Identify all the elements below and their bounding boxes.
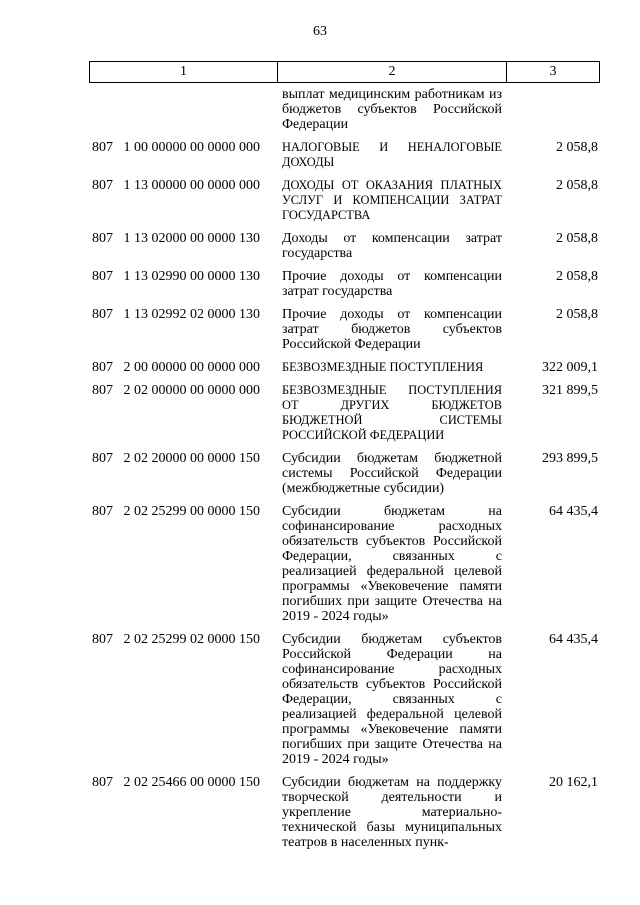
table-row	[0, 269, 640, 299]
row-amount: 321 899,5	[542, 383, 598, 398]
row-amount: 20 162,1	[549, 775, 598, 790]
column-header-3: 3	[549, 64, 557, 79]
table-row	[0, 178, 640, 223]
table-row	[0, 307, 640, 352]
row-amount: 64 435,4	[549, 632, 598, 647]
row-description: БЕЗВОЗМЕЗДНЫЕ ПОСТУПЛЕНИЯ ОТ ДРУГИХ БЮДЖЕТОВ БЮДЖЕТНОЙ СИСТЕМЫ РОССИЙСКОЙ ФЕДЕРАЦИИ	[282, 383, 502, 442]
table-row	[0, 504, 640, 624]
row-description: Субсидии бюджетам субъектов Российской Федерации на софинансирование расходных обязательств субъектов Российской Федерации, связанных с реализацией федеральной целевой программы «Увековечение памяти погибших при защите Отечества на 2019 - 2024 годы»	[282, 632, 502, 767]
row-code: 807 2 02 25299 02 0000 150	[92, 632, 260, 647]
row-amount: 2 058,8	[556, 231, 598, 246]
table-row	[0, 87, 640, 132]
column-header-1: 1	[90, 62, 278, 82]
row-amount: 2 058,8	[556, 269, 598, 284]
table-body	[0, 87, 640, 858]
row-code: 807 2 02 20000 00 0000 150	[92, 451, 260, 466]
row-amount: 2 058,8	[556, 307, 598, 322]
table-row	[0, 775, 640, 850]
row-description: Доходы от компенсации затрат государства	[282, 231, 502, 261]
row-code: 807 2 00 00000 00 0000 000	[92, 360, 260, 375]
table-row	[0, 383, 640, 443]
column-header-2: 2	[278, 62, 507, 82]
table-row	[0, 632, 640, 767]
row-code: 807 1 13 00000 00 0000 000	[92, 178, 260, 193]
row-code: 807 1 13 02992 02 0000 130	[92, 307, 260, 322]
row-code: 807 1 13 02000 00 0000 130	[92, 231, 260, 246]
row-amount: 293 899,5	[542, 451, 598, 466]
row-description: Субсидии бюджетам бюджетной системы Российской Федерации (межбюджетные субсидии)	[282, 451, 502, 496]
row-amount: 322 009,1	[542, 360, 598, 375]
row-description: Субсидии бюджетам на поддержку творческой деятельности и укрепление материально-технической базы муниципальных театров в населенных пунк-	[282, 775, 502, 850]
page-number: 63	[313, 24, 327, 39]
row-code: 807 1 00 00000 00 0000 000	[92, 140, 260, 155]
row-description: БЕЗВОЗМЕЗДНЫЕ ПОСТУПЛЕНИЯ	[282, 360, 484, 374]
row-description: Субсидии бюджетам на софинансирование расходных обязательств субъектов Российской Федерации, связанных с реализацией федеральной целевой программы «Увековечение памяти погибших при защите Отечества на 2019 - 2024 годы»	[282, 504, 502, 624]
table-header	[89, 61, 600, 83]
row-description: Прочие доходы от компенсации затрат государства	[282, 269, 502, 299]
table-row	[0, 360, 640, 375]
row-amount: 64 435,4	[549, 504, 598, 519]
row-amount: 2 058,8	[556, 178, 598, 193]
table-row	[0, 451, 640, 496]
table-row	[0, 231, 640, 261]
row-code: 807 1 13 02990 00 0000 130	[92, 269, 260, 284]
row-description: ДОХОДЫ ОТ ОКАЗАНИЯ ПЛАТНЫХ УСЛУГ И КОМПЕНСАЦИИ ЗАТРАТ ГОСУДАРСТВА	[282, 178, 502, 222]
row-code: 807 2 02 25299 00 0000 150	[92, 504, 260, 519]
row-amount: 2 058,8	[556, 140, 598, 155]
table-row	[0, 140, 640, 170]
row-description: выплат медицинским работникам из бюджетов субъектов Российской Федерации	[282, 87, 502, 132]
row-code: 807 2 02 25466 00 0000 150	[92, 775, 260, 790]
row-code: 807 2 02 00000 00 0000 000	[92, 383, 260, 398]
row-description: Прочие доходы от компенсации затрат бюджетов субъектов Российской Федерации	[282, 307, 502, 352]
row-description: НАЛОГОВЫЕ И НЕНАЛОГОВЫЕ ДОХОДЫ	[282, 140, 502, 169]
